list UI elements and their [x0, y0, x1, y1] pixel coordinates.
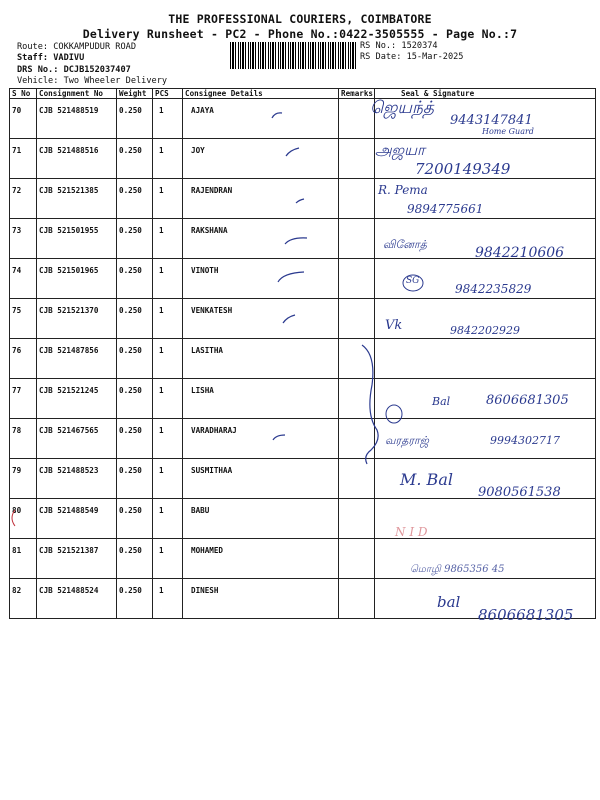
cell-consignment-no: CJB 521488516: [37, 139, 117, 179]
cell-pcs: 1: [153, 379, 183, 419]
cell-consignee: MOHAMED: [183, 539, 339, 579]
cell-pcs: 1: [153, 339, 183, 379]
col-weight-header: Weight: [117, 89, 153, 99]
signature-79: M. Bal: [400, 470, 453, 489]
tick-mark: [272, 113, 282, 118]
cell-consignee: BABU: [183, 499, 339, 539]
note-70: Home Guard: [482, 127, 534, 136]
signature-81: மொழி 9865356 45: [410, 564, 505, 575]
vehicle-label: Vehicle: Two Wheeler Delivery: [17, 76, 168, 86]
phone-75: 9842202929: [450, 324, 520, 337]
rs-date: RS Date: 15-Mar-2025: [360, 52, 464, 62]
cell-sno: 71: [10, 139, 37, 179]
cell-consignee: VARADHARAJ: [183, 419, 339, 459]
cell-consignment-no: CJB 521501965: [37, 259, 117, 299]
col-consignee-header: Consignee Details: [183, 89, 339, 99]
tick-mark: [283, 315, 295, 323]
cell-consignee: LASITHA: [183, 339, 339, 379]
phone-82: 8606681305: [478, 606, 574, 624]
signature-72: R. Pema: [378, 183, 428, 197]
col-sno-header: S No: [10, 89, 37, 99]
cell-consignee: VINOTH: [183, 259, 339, 299]
cell-sno: 80: [10, 499, 37, 539]
cell-sno: 76: [10, 339, 37, 379]
runsheet-subtitle: Delivery Runsheet - PC2 - Phone No.:0422-3505555 - Page No.:7: [82, 27, 518, 41]
cell-weight: 0.250: [117, 459, 153, 499]
signature-73: வினோத்: [383, 238, 427, 251]
tick-mark: [278, 272, 304, 282]
cell-weight: 0.250: [117, 419, 153, 459]
cell-sno: 72: [10, 179, 37, 219]
phone-70: 9443147841: [450, 113, 533, 128]
cell-consignment-no: CJB 521467565: [37, 419, 117, 459]
cell-consignee: AJAYA: [183, 99, 339, 139]
seal-circle: [386, 405, 402, 423]
cell-weight: 0.250: [117, 179, 153, 219]
staff-label: Staff: VADIVU: [17, 53, 85, 63]
signature-74: SG: [406, 276, 420, 286]
cell-consignee: RAKSHANA: [183, 219, 339, 259]
col-pcs-header: PCS: [153, 89, 183, 99]
drs-number: DRS No.: DCJB152037407: [17, 65, 131, 75]
cell-weight: 0.250: [117, 219, 153, 259]
signature-77: Bal: [432, 395, 451, 408]
cell-sno: 70: [10, 99, 37, 139]
phone-73: 9842210606: [475, 245, 565, 261]
cell-consignment-no: CJB 521521370: [37, 299, 117, 339]
cell-consignment-no: CJB 521487856: [37, 339, 117, 379]
cell-weight: 0.250: [117, 259, 153, 299]
cell-pcs: 1: [153, 499, 183, 539]
company-title: THE PROFESSIONAL COURIERS, COIMBATORE: [168, 12, 432, 26]
cell-sno: 78: [10, 419, 37, 459]
cell-pcs: 1: [153, 179, 183, 219]
cell-sno: 74: [10, 259, 37, 299]
cell-weight: 0.250: [117, 579, 153, 619]
cell-consignee: SUSMITHAA: [183, 459, 339, 499]
cell-consignee: DINESH: [183, 579, 339, 619]
cell-pcs: 1: [153, 299, 183, 339]
cell-pcs: 1: [153, 539, 183, 579]
cell-weight: 0.250: [117, 299, 153, 339]
cell-consignee: JOY: [183, 139, 339, 179]
cell-pcs: 1: [153, 99, 183, 139]
signature-70: ஜெயந்த்: [370, 98, 434, 118]
phone-77: 8606681305: [486, 393, 569, 408]
phone-71: 7200149349: [415, 160, 511, 178]
cell-pcs: 1: [153, 259, 183, 299]
cell-consignment-no: CJB 521521245: [37, 379, 117, 419]
cell-pcs: 1: [153, 219, 183, 259]
signature-82: bal: [437, 593, 461, 611]
tick-mark: [273, 435, 285, 440]
cell-consignment-no: CJB 521488523: [37, 459, 117, 499]
cell-weight: 0.250: [117, 99, 153, 139]
red-mark: [12, 510, 15, 526]
cell-consignment-no: CJB 521521385: [37, 179, 117, 219]
remark-80: N I D: [395, 525, 428, 539]
signature-stroke: [362, 345, 378, 464]
cell-pcs: 1: [153, 459, 183, 499]
cell-consignment-no: CJB 521488524: [37, 579, 117, 619]
cell-sno: 73: [10, 219, 37, 259]
cell-sno: 77: [10, 379, 37, 419]
cell-weight: 0.250: [117, 339, 153, 379]
cell-consignment-no: CJB 521488549: [37, 499, 117, 539]
cell-sno: 82: [10, 579, 37, 619]
cell-consignee: RAJENDRAN: [183, 179, 339, 219]
cell-pcs: 1: [153, 579, 183, 619]
cell-sno: 81: [10, 539, 37, 579]
tick-mark: [285, 238, 307, 244]
col-signature-header: Seal & Signature: [375, 89, 596, 99]
col-remarks-header: Remarks: [339, 89, 375, 99]
cell-weight: 0.250: [117, 139, 153, 179]
signature-78: வரதராஜ்: [385, 434, 429, 447]
signature-75: Vk: [385, 318, 403, 333]
cell-consignment-no: CJB 521501955: [37, 219, 117, 259]
cell-pcs: 1: [153, 139, 183, 179]
cell-sno: 75: [10, 299, 37, 339]
phone-79: 9080561538: [478, 485, 561, 500]
signature-71: அஜயா: [375, 141, 425, 159]
rs-number: RS No.: 1520374: [360, 41, 438, 51]
cell-pcs: 1: [153, 419, 183, 459]
tick-mark: [296, 199, 304, 203]
cell-consignment-no: CJB 521521387: [37, 539, 117, 579]
cell-weight: 0.250: [117, 539, 153, 579]
tick-mark: [286, 148, 299, 156]
cell-weight: 0.250: [117, 499, 153, 539]
cell-weight: 0.250: [117, 379, 153, 419]
phone-78: 9994302717: [490, 434, 560, 447]
cell-sno: 79: [10, 459, 37, 499]
col-consignment-header: Consignment No: [37, 89, 117, 99]
cell-consignment-no: CJB 521488519: [37, 99, 117, 139]
phone-74: 9842235829: [455, 282, 532, 296]
cell-consignee: LISHA: [183, 379, 339, 419]
phone-72: 9894775661: [407, 202, 484, 216]
cell-consignee: VENKATESH: [183, 299, 339, 339]
route-label: Route: COKKAMPUDUR ROAD: [17, 42, 136, 52]
